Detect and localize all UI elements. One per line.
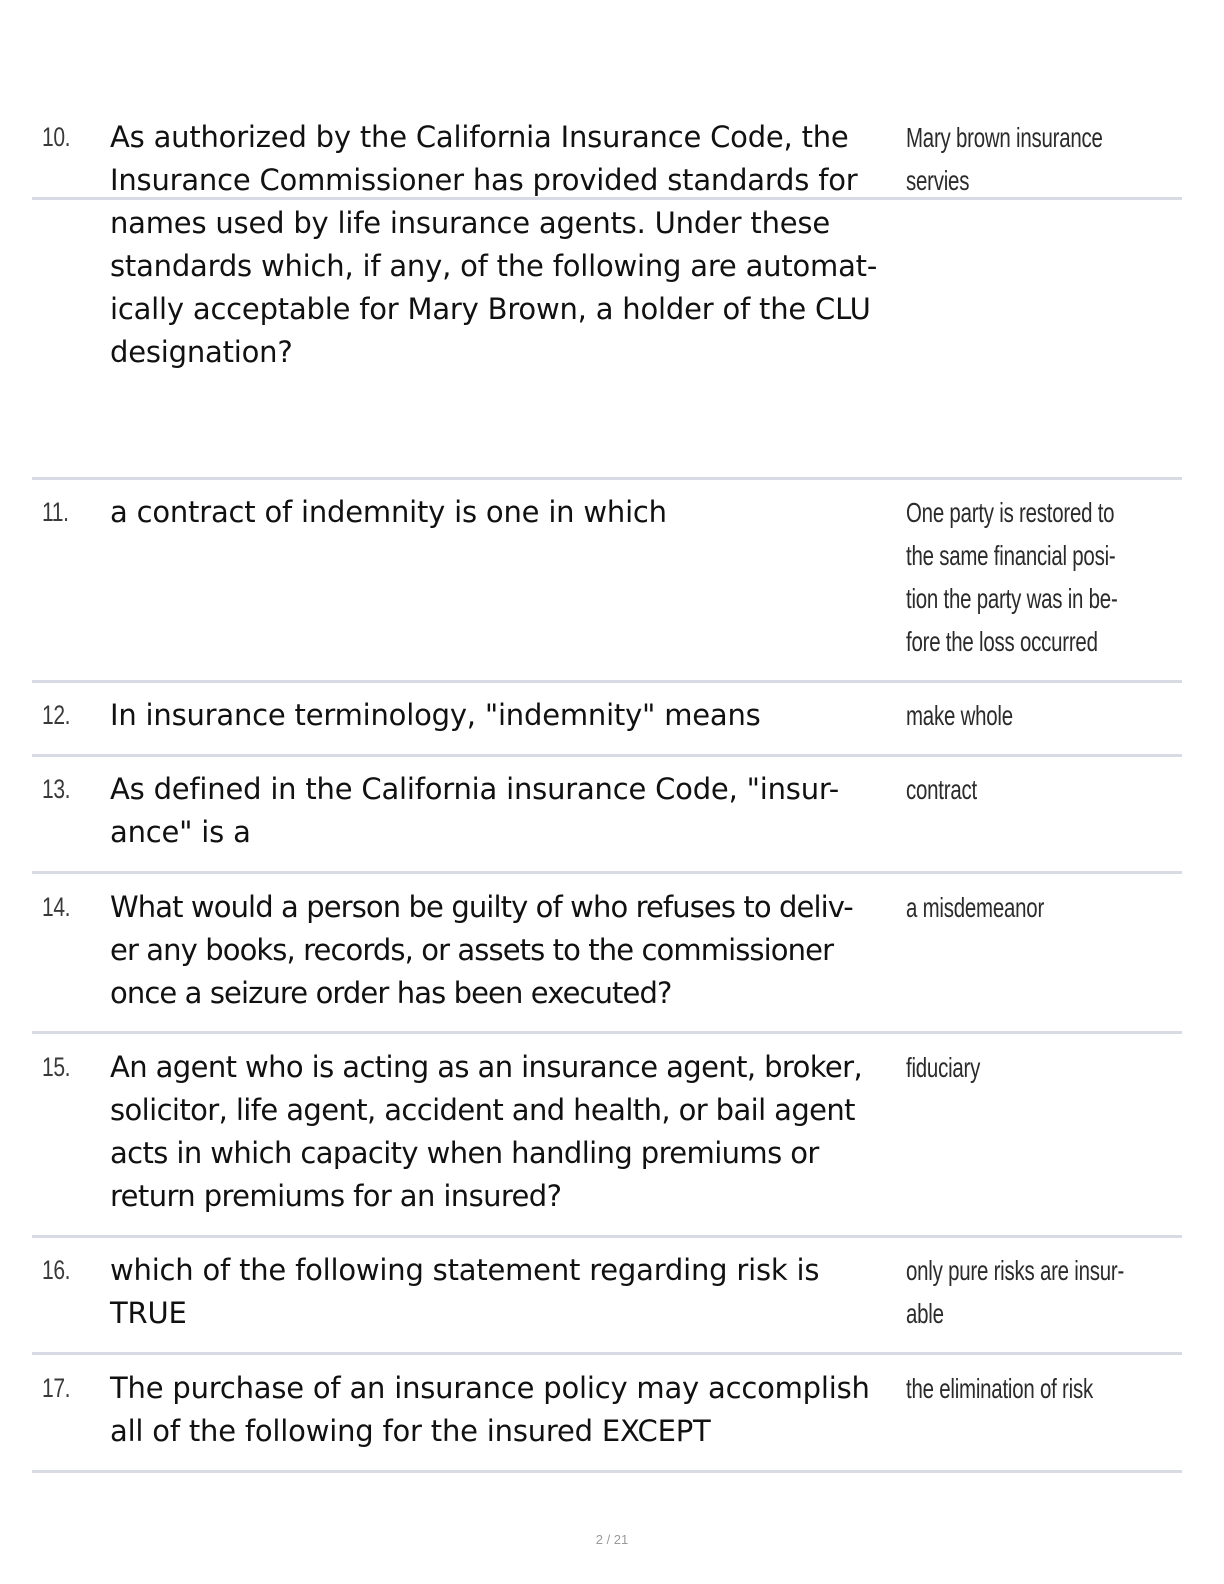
card-definition (906, 491, 1165, 663)
definition-line: the same financial posi- (906, 540, 1116, 571)
term-line: ically acceptable for Mary Brown, a holder of the CLU (110, 292, 871, 326)
term-line: names used by life insurance agents. Under these (110, 206, 830, 240)
card-number: 13. (42, 774, 71, 804)
definition-line: One party is restored to (906, 497, 1115, 528)
term-line: once a seizure order has been executed? (110, 976, 672, 1010)
card-number: 10. (42, 122, 71, 152)
term-line: which of the following statement regarding risk is (110, 1253, 820, 1287)
term-line: er any books, records, or assets to the commissioner (110, 933, 834, 967)
term-line: acts in which capacity when handling premiums or (110, 1136, 819, 1170)
term-line: An agent who is acting as an insurance agent, broker, (110, 1050, 863, 1084)
term-line: The purchase of an insurance policy may accomplish (110, 1371, 870, 1405)
page-indicator: 2 / 21 (595, 1532, 629, 1547)
definition-line: servies (906, 165, 970, 196)
divider (32, 1235, 1182, 1238)
definition-line: a misdemeanor (906, 892, 1045, 923)
card-term (110, 1249, 900, 1335)
card-definition (906, 1367, 1165, 1410)
card-term (110, 886, 900, 1015)
term-line: return premiums for an insured? (110, 1179, 562, 1213)
card-definition (906, 1046, 1165, 1089)
definition-line: only pure risks are insur- (906, 1255, 1125, 1286)
term-line: As defined in the California insurance Code, "insur- (110, 772, 840, 806)
divider (32, 1352, 1182, 1355)
card-definition (906, 694, 1165, 737)
card-number: 12. (42, 700, 71, 730)
card-definition (906, 886, 1165, 929)
definition-line: the elimination of risk (906, 1373, 1093, 1404)
card-definition (906, 768, 1165, 811)
definition-line: contract (906, 774, 977, 805)
term-line: TRUE (110, 1296, 187, 1330)
card-term (110, 1046, 900, 1218)
term-line: all of the following for the insured EXCEPT (110, 1414, 711, 1448)
card-number: 14. (42, 892, 71, 922)
definition-line: fore the loss occurred (906, 626, 1098, 657)
term-line: a contract of indemnity is one in which (110, 495, 667, 529)
definition-line: able (906, 1298, 944, 1329)
card-term (110, 491, 900, 534)
card-number: 17. (42, 1373, 71, 1403)
divider (32, 477, 1182, 480)
divider (32, 754, 1182, 757)
definition-line: tion the party was in be- (906, 583, 1118, 614)
card-number: 11. (42, 497, 69, 527)
term-line: solicitor, life agent, accident and health, or bail agent (110, 1093, 855, 1127)
card-definition (906, 116, 1165, 202)
term-line: Insurance Commissioner has provided standards for (110, 163, 858, 197)
term-line: standards which, if any, of the following are automat- (110, 249, 878, 283)
card-term (110, 768, 900, 854)
card-term (110, 1367, 900, 1453)
definition-line: Mary brown insurance (906, 122, 1103, 153)
card-definition (906, 1249, 1165, 1335)
term-line: As authorized by the California Insurance Code, the (110, 120, 849, 154)
card-term (110, 116, 900, 374)
term-line: ance" is a (110, 815, 251, 849)
card-number: 15. (42, 1052, 71, 1082)
term-line: In insurance terminology, "indemnity" means (110, 698, 761, 732)
card-term (110, 694, 900, 737)
divider (32, 1470, 1182, 1473)
card-number: 16. (42, 1255, 71, 1285)
definition-line: fiduciary (906, 1052, 981, 1083)
divider (32, 1031, 1182, 1034)
term-line: What would a person be guilty of who refuses to deliv- (110, 890, 853, 924)
term-line: designation? (110, 335, 293, 369)
divider (32, 680, 1182, 683)
definition-line: make whole (906, 700, 1013, 731)
divider (32, 871, 1182, 874)
